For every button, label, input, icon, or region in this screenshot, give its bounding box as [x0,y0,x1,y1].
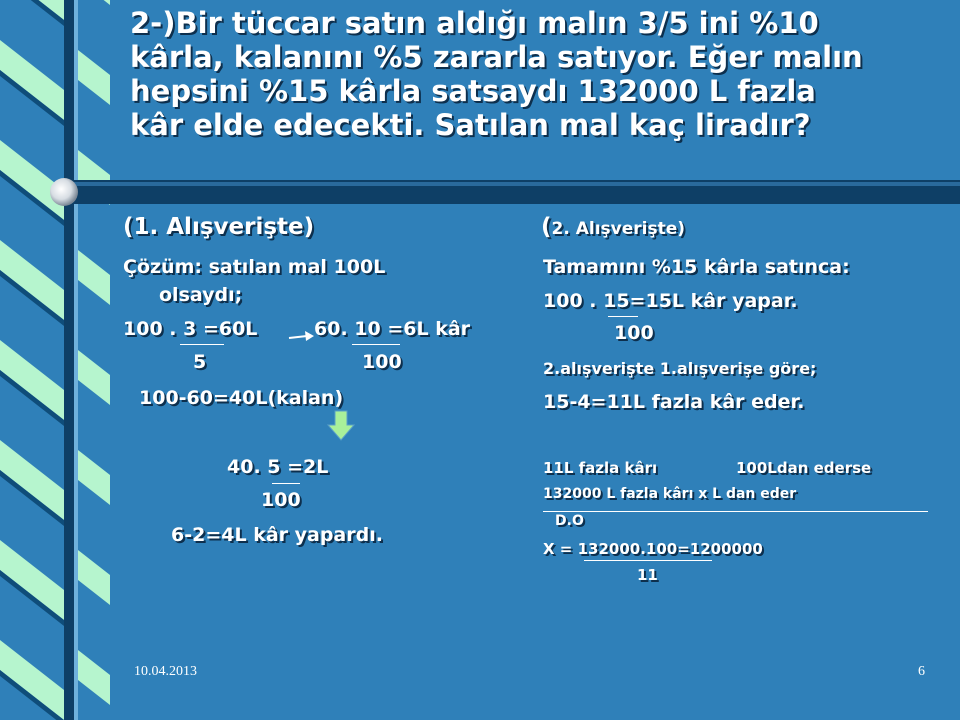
calc2-fraction-line [272,483,300,484]
solution-line: Çözüm: satılan mal 100L [123,256,386,278]
right-line-comparison: 2.alışverişte 1.alışverişe göre; [543,359,817,378]
problem-title [130,6,950,142]
right-heading-text: 2. Alışverişte) [551,219,686,239]
proportion-line-1b: 100Ldan ederse [736,459,872,477]
solution-line-continued: olsaydı; [159,284,243,306]
left-heading: (1. Alışverişte) [123,214,315,240]
decorative-left-strip [0,0,110,720]
title-divider-bar [40,176,960,212]
x-denominator: 11 [637,566,658,584]
title-line: kâr elde edecekti. Satılan mal kaç liradır? [130,108,811,142]
right-fraction-line [608,316,638,317]
inverse-proportion-label: D.O [555,513,584,529]
calc1-denominator-a: 5 [193,351,207,373]
title-line: 2-)Bir tüccar satın aldığı malın 3/5 ini %10 [130,6,819,40]
arrow-down-icon [326,410,356,442]
calc2-denominator: 100 [261,489,301,511]
right-line-profit-denominator: 100 [614,322,654,344]
x-fraction-line [584,560,712,561]
result-line: 6-2=4L kâr yapardı. [171,524,383,546]
right-heading [541,214,685,240]
arrow-right-icon [287,328,315,344]
calc1-fraction-line-b [352,344,400,345]
right-line-profit-calc: 100 . 15=15L kâr yapar. [543,290,798,312]
title-line: kârla, kalanını %5 zararla satıyor. Eğer malın [130,40,863,74]
proportion-line-2: 132000 L fazla kârı x L dan eder [543,486,797,502]
page-number: 6 [918,664,925,679]
x-equation: X = 132000.100=1200000 [543,540,763,558]
right-line-total-profit: Tamamını %15 kârla satınca: [543,256,850,278]
calc1-denominator-b: 100 [362,351,402,373]
calc1-part-a: 100 . 3 =60L [123,318,258,340]
title-line: hepsini %15 kârla satsaydı 132000 L fazla [130,74,816,108]
right-line-extra-profit: 15-4=11L fazla kâr eder. [543,391,805,413]
divider-knob-icon [50,178,78,206]
right-heading-paren: ( [541,214,552,240]
remaining-calc: 100-60=40L(kalan) [139,387,344,409]
proportion-line-1a: 11L fazla kârı [543,459,658,477]
calc2: 40. 5 =2L [227,456,329,478]
proportion-divider-line [543,511,928,512]
footer-date: 10.04.2013 [134,664,197,679]
calc1-part-b: 60. 10 =6L kâr [314,318,471,340]
calc1-fraction-line-a [180,344,224,345]
